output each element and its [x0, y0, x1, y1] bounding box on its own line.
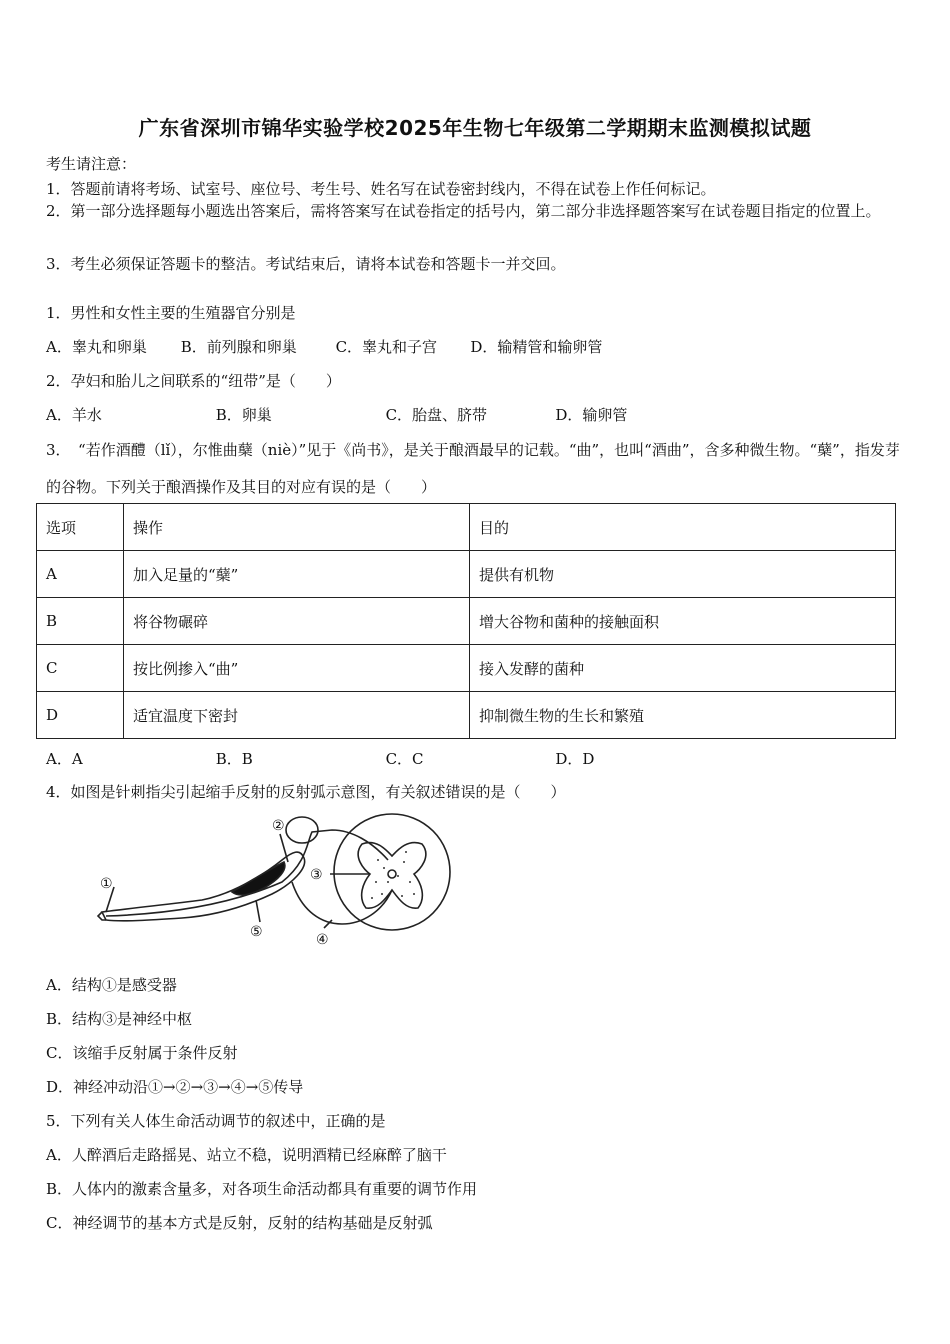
- label-4: ④: [316, 932, 329, 948]
- table-cell: 提供有机物: [470, 551, 896, 598]
- table-header-cell: 选项: [37, 504, 124, 551]
- q1-stem: 1．男性和女性主要的生殖器官分别是: [46, 304, 296, 322]
- q3-option-c[interactable]: C．C: [385, 750, 424, 768]
- q5-option-a[interactable]: A．人醉酒后走路摇晃、站立不稳，说明酒精已经麻醉了脑干: [46, 1146, 447, 1164]
- table-row: [37, 551, 896, 598]
- table-cell: 接入发酵的菌种: [470, 645, 896, 692]
- q1-option-a[interactable]: A．睾丸和卵巢: [46, 338, 147, 356]
- reflex-arc-diagram: [92, 812, 472, 952]
- ganglion: [286, 817, 318, 843]
- q2-option-d[interactable]: D．输卵管: [555, 406, 628, 424]
- gray-matter: [358, 843, 426, 909]
- label-3: ③: [310, 867, 323, 883]
- notice-item-1: 1．答题前请将考场、试室号、座位号、考生号、姓名写在试卷密封线内，不得在试卷上作任何标记。: [46, 180, 716, 198]
- spinal-cord-outer: [334, 814, 450, 930]
- table-row: [37, 692, 896, 739]
- q2-stem: 2．孕妇和胎儿之间联系的“纽带”是（ ）: [46, 372, 341, 390]
- q1-options: [46, 336, 602, 357]
- q1-option-c[interactable]: C．睾丸和子宫: [335, 338, 438, 356]
- label-2: ②: [272, 818, 285, 834]
- q5-option-c[interactable]: C．神经调节的基本方式是反射，反射的结构基础是反射弧: [46, 1214, 433, 1232]
- q2-option-c[interactable]: C．胎盘、脐带: [385, 406, 488, 424]
- q5-stem: 5．下列有关人体生命活动调节的叙述中，正确的是: [46, 1112, 386, 1130]
- q3-table: [36, 503, 896, 739]
- q3-option-a[interactable]: A．A: [46, 750, 83, 768]
- notice-item-2: 2．第一部分选择题每小题选出答案后，需将答案写在试卷指定的括号内，第二部分非选择题答案写在试卷题目指定的位置上。: [46, 202, 881, 220]
- table-cell: 将谷物碾碎: [124, 598, 470, 645]
- table-cell: A: [37, 551, 124, 598]
- sensory-nerve: [106, 830, 388, 916]
- table-cell: 按比例掺入“曲”: [124, 645, 470, 692]
- motor-nerve: [292, 882, 392, 924]
- table-cell: 适宜温度下密封: [124, 692, 470, 739]
- table-cell: 增大谷物和菌种的接触面积: [470, 598, 896, 645]
- table-header-cell: 目的: [470, 504, 896, 551]
- q4-option-b[interactable]: B．结构③是神经中枢: [46, 1010, 193, 1028]
- muscle-effector: [232, 862, 285, 895]
- q4-stem: 4．如图是针刺指尖引起缩手反射的反射弧示意图，有关叙述错误的是（ ）: [46, 783, 566, 801]
- table-cell: C: [37, 645, 124, 692]
- q3-option-b[interactable]: B．B: [215, 750, 253, 768]
- q2-option-a[interactable]: A．羊水: [46, 406, 102, 424]
- page-title: 广东省深圳市锦华实验学校2025年生物七年级第二学期期末监测模拟试题: [138, 116, 812, 140]
- table-row: [37, 645, 896, 692]
- q1-option-d[interactable]: D．输精管和输卵管: [470, 338, 603, 356]
- table-header-row: [37, 504, 896, 551]
- table-row: [37, 598, 896, 645]
- table-cell: B: [37, 598, 124, 645]
- q5-option-b[interactable]: B．人体内的激素含量多，对各项生命活动都具有重要的调节作用: [46, 1180, 478, 1198]
- q3-stem: 3． “若作酒醴（lǐ），尔惟曲蘖（niè）”见于《尚书》，是关于酿酒最早的记载。“曲”，也叫“酒曲”，含多种微生物。“蘖”，指发芽的谷物。下列关于酿酒操作及其目的对应有误的是（ ）: [46, 441, 900, 496]
- central-canal: [388, 870, 396, 878]
- table-cell: D: [37, 692, 124, 739]
- label-1: ①: [100, 876, 113, 892]
- table-cell: 抑制微生物的生长和繁殖: [470, 692, 896, 739]
- q4-option-a[interactable]: A．结构①是感受器: [46, 976, 177, 994]
- arm-outline: [102, 852, 305, 921]
- q1-option-b[interactable]: B．前列腺和卵巢: [180, 338, 297, 356]
- notice-heading: 考生请注意：: [46, 155, 137, 173]
- notice-item-3: 3．考生必须保证答题卡的整洁。考试结束后，请将本试卷和答题卡一并交回。: [46, 255, 566, 273]
- q2-option-b[interactable]: B．卵巢: [215, 406, 272, 424]
- q3-option-d[interactable]: D．D: [555, 750, 595, 768]
- table-header-cell: 操作: [124, 504, 470, 551]
- q4-option-c[interactable]: C．该缩手反射属于条件反射: [46, 1044, 238, 1062]
- q3-options: [46, 748, 594, 769]
- table-cell: 加入足量的“蘖”: [124, 551, 470, 598]
- label-5: ⑤: [250, 924, 263, 940]
- q4-option-d[interactable]: D．神经冲动沿①→②→③→④→⑤传导: [46, 1078, 304, 1096]
- q2-options: [46, 404, 627, 425]
